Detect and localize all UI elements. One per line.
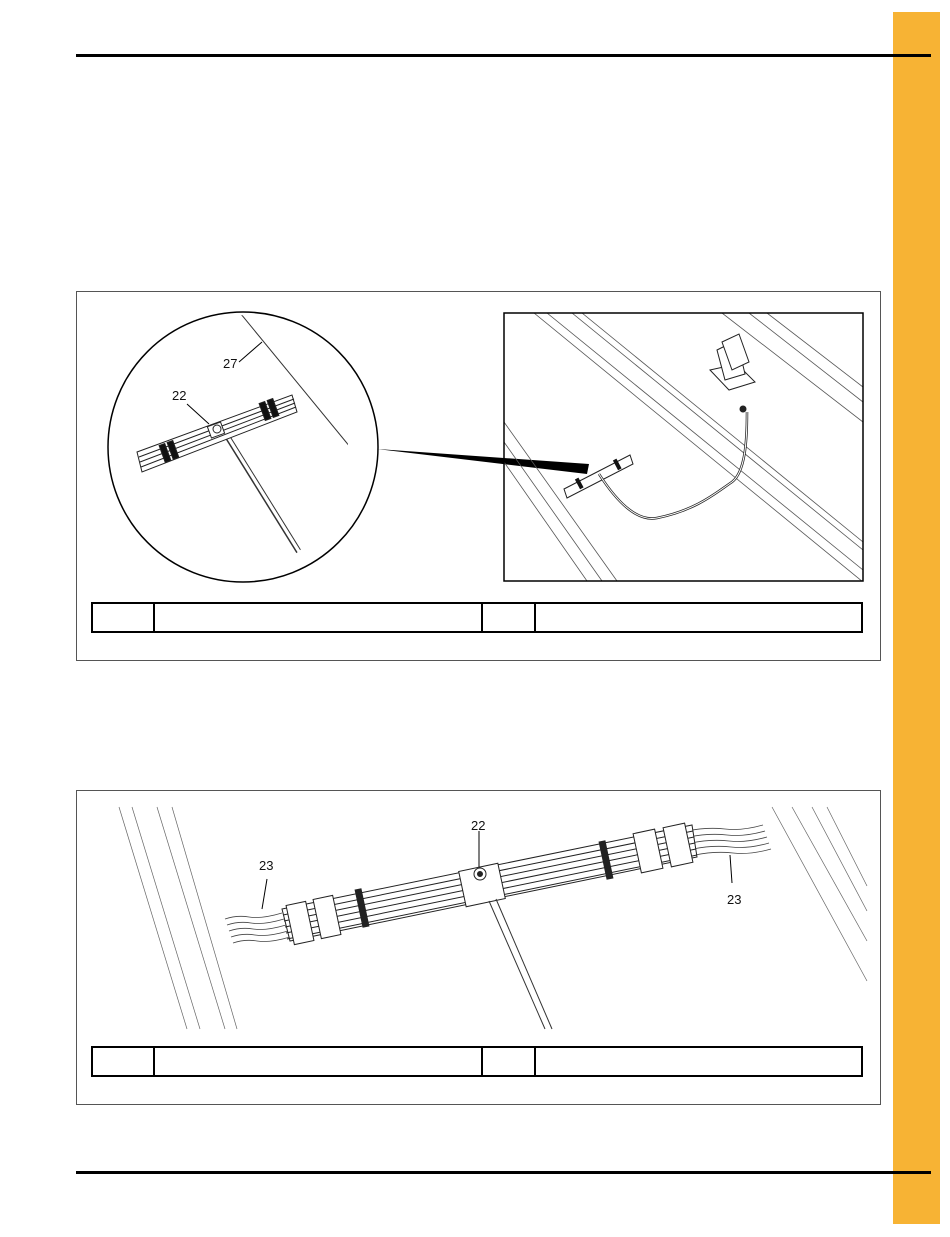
figure-1-legend	[91, 602, 863, 633]
legend-ref	[93, 1048, 155, 1075]
legend-description	[155, 1048, 483, 1075]
legend-ref	[93, 604, 155, 631]
footer-rule	[76, 1171, 931, 1174]
legend-ref	[483, 604, 536, 631]
figure-1	[76, 291, 881, 661]
magnification-pointer	[377, 449, 589, 474]
cable-ends-left	[225, 913, 290, 943]
chapter-side-tab	[893, 12, 940, 1224]
figure-2	[76, 790, 881, 1105]
callout-23-right: 23	[727, 892, 742, 907]
legend-description	[155, 604, 483, 631]
overview-view	[504, 313, 863, 582]
figure-2-legend	[91, 1046, 863, 1077]
cable-bundle-detail	[137, 395, 297, 472]
callout-22-fig1: 22	[172, 388, 187, 403]
roof-panel-lines	[119, 807, 867, 1029]
detail-circle	[108, 297, 387, 582]
callout-23-left: 23	[259, 858, 274, 873]
legend-ref	[483, 1048, 536, 1075]
callout-27: 27	[223, 356, 238, 371]
header-rule	[76, 54, 931, 57]
cable-bundle	[282, 823, 697, 944]
cable-ends-right	[687, 825, 771, 855]
legend-description	[536, 604, 861, 631]
drop-lead	[489, 899, 552, 1029]
legend-description	[536, 1048, 861, 1075]
callout-22-fig2: 22	[471, 818, 486, 833]
